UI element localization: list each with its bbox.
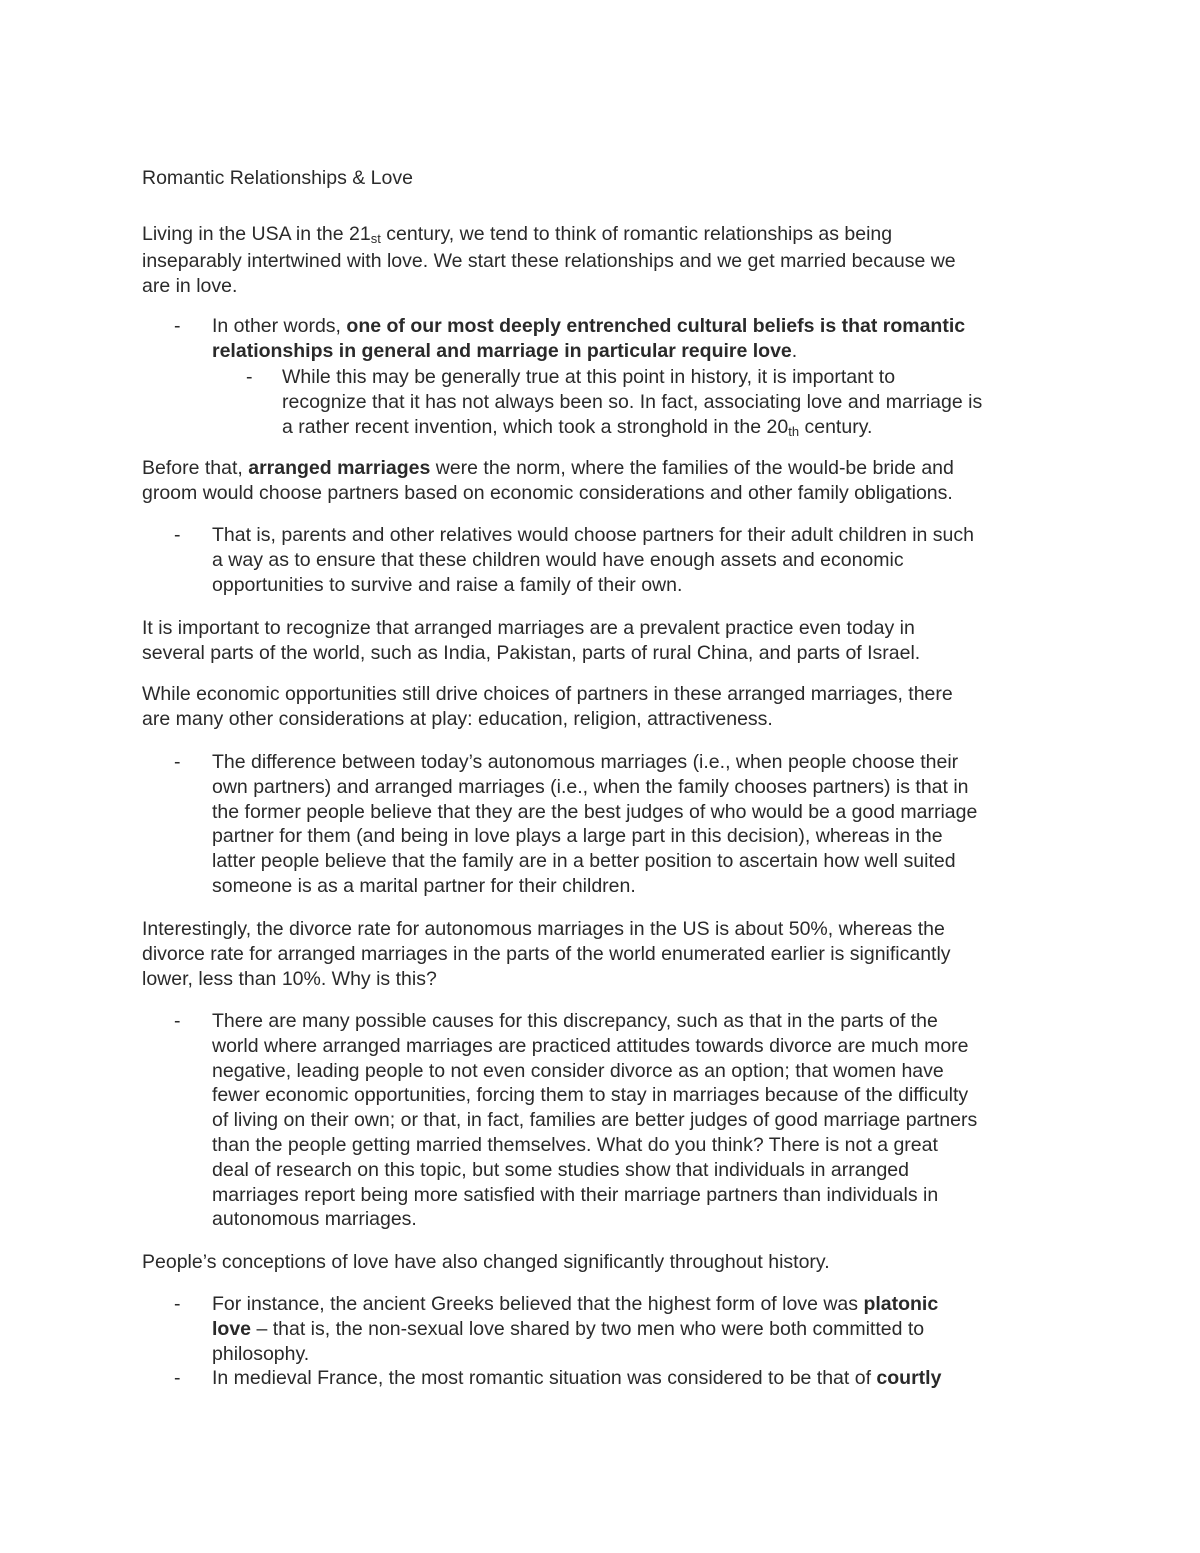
bullet-line: deal of research on this topic, but some studies show that individuals in arranged: [212, 1158, 909, 1181]
intro-paragraph: [142, 222, 1067, 298]
bullet-other-words: [212, 314, 1067, 364]
paragraph-line: are many other considerations at play: education, religion, attractiveness.: [142, 707, 773, 730]
bullet-text: – that is, the non-sexual love shared by two men who were both committed to: [251, 1317, 925, 1340]
intro-text: Living in the USA in the 21: [142, 223, 371, 245]
bullet-line: recognize that it has not always been so. In fact, associating love and marriage is: [282, 390, 983, 413]
bullet-line: That is, parents and other relatives would choose partners for their adult children in such: [212, 524, 974, 546]
emphasis-text: courtly: [876, 1367, 942, 1389]
paragraph-text: Before that,: [142, 457, 249, 479]
bullet-text: In medieval France, the most romantic situation was considered to be that of: [212, 1367, 877, 1389]
bullet-text: .: [791, 339, 798, 362]
emphasis-text: arranged marriages: [248, 457, 431, 479]
emphasis-text: love: [212, 1317, 252, 1340]
conceptions-paragraph: [142, 1250, 1067, 1275]
bullet-line: [282, 415, 1067, 442]
bullet-text: century.: [799, 415, 873, 438]
bullet-france: [212, 1366, 1067, 1391]
bullet-line: [212, 339, 1067, 364]
bullet-greeks: [212, 1292, 1067, 1366]
intro-line-1: [142, 222, 1067, 249]
bullet-dash: -: [174, 1293, 181, 1315]
bullet-line: [212, 1317, 1067, 1342]
sub-bullet-history: [282, 365, 1067, 441]
bullet-line: autonomous marriages.: [212, 1208, 417, 1231]
paragraph-line: groom would choose partners based on economic considerations and other family obligations.: [142, 481, 953, 504]
intro-line-2: inseparably intertwined with love. We start these relationships and we get married because we: [142, 249, 956, 272]
bullet-dash: -: [174, 315, 181, 337]
bullet-line: of living on their own; or that, in fact, families are better judges of good marriage partners: [212, 1109, 978, 1132]
bullet-text: In other words,: [212, 315, 347, 337]
bullet-line: someone is as a marital partner for their children.: [212, 874, 636, 897]
bullet-line: [212, 1292, 1067, 1317]
before-that-paragraph: [142, 456, 1067, 506]
paragraph-line: divorce rate for arranged marriages in the parts of the world enumerated earlier is significantly: [142, 942, 951, 965]
bullet-line: philosophy.: [212, 1342, 310, 1365]
intro-text: century, we tend to think of romantic relationships as being: [380, 223, 893, 245]
bullet-causes: [212, 1009, 1067, 1232]
bullet-line: [212, 1366, 1067, 1391]
intro-line-3: are in love.: [142, 274, 238, 297]
bullet-line: The difference between today’s autonomous marriages (i.e., when people choose their: [212, 751, 959, 773]
document-title: Romantic Relationships & Love: [142, 167, 413, 189]
bullet-line: latter people believe that the family are in a better position to ascertain how well suited: [212, 850, 956, 873]
prevalent-paragraph: [142, 616, 1067, 666]
paragraph-line: While economic opportunities still drive choices of partners in these arranged marriages, there: [142, 683, 953, 705]
paragraph-line: [142, 456, 1067, 481]
bullet-line: a way as to ensure that these children would have enough assets and economic: [212, 548, 904, 571]
bullet-line: negative, leading people to not even consider divorce as an option; that women have: [212, 1059, 944, 1082]
bullet-dash: -: [174, 1010, 181, 1032]
sub-bullet-dash: -: [246, 366, 253, 388]
emphasis-text: one of our most deeply entrenched cultural beliefs is that romantic: [346, 315, 966, 337]
paragraph-line: People’s conceptions of love have also changed significantly throughout history.: [142, 1251, 830, 1273]
bullet-dash: -: [174, 751, 181, 773]
bullet-line: partner for them (and being in love plays a large part in this decision), whereas in the: [212, 825, 943, 848]
bullet-line: own partners) and arranged marriages (i.e., when the family chooses partners) is that in: [212, 775, 969, 798]
bullet-dash: -: [174, 1367, 181, 1389]
bullet-line: [212, 314, 1067, 339]
bullet-difference: [212, 750, 1067, 899]
paragraph-line: several parts of the world, such as India, Pakistan, parts of rural China, and parts of Israel.: [142, 641, 921, 664]
paragraph-line: Interestingly, the divorce rate for autonomous marriages in the US is about 50%, whereas the: [142, 918, 945, 940]
bullet-text: For instance, the ancient Greeks believed that the highest form of love was: [212, 1293, 864, 1315]
bullet-line: world where arranged marriages are practiced attitudes towards divorce are much more: [212, 1034, 969, 1057]
bullet-dash: -: [174, 524, 181, 546]
bullet-line: opportunities to survive and raise a family of their own.: [212, 573, 683, 596]
bullet-line: There are many possible causes for this discrepancy, such as that in the parts of the: [212, 1010, 938, 1032]
emphasis-text: platonic: [863, 1293, 939, 1315]
bullet-that-is: [212, 523, 1067, 597]
divorce-paragraph: [142, 917, 1067, 991]
paragraph-line: It is important to recognize that arranged marriages are a prevalent practice even today in: [142, 617, 915, 639]
bullet-line: While this may be generally true at this point in history, it is important to: [282, 366, 896, 388]
bullet-line: the former people believe that they are the best judges of who would be a good marriage: [212, 800, 978, 823]
economic-paragraph: [142, 682, 1067, 732]
paragraph-line: lower, less than 10%. Why is this?: [142, 967, 437, 990]
ordinal-suffix: th: [788, 423, 800, 439]
bullet-line: fewer economic opportunities, forcing them to stay in marriages because of the difficulty: [212, 1084, 969, 1107]
bullet-text: a rather recent invention, which took a stronghold in the 20: [282, 415, 789, 438]
ordinal-suffix: st: [370, 231, 381, 246]
emphasis-text: relationships in general and marriage in particular require love: [212, 339, 792, 362]
paragraph-text: were the norm, where the families of the would-be bride and: [430, 457, 954, 479]
bullet-line: marriages report being more satisfied with their marriage partners than individuals in: [212, 1183, 939, 1206]
bullet-line: than the people getting married themselves. What do you think? There is not a great: [212, 1133, 938, 1156]
